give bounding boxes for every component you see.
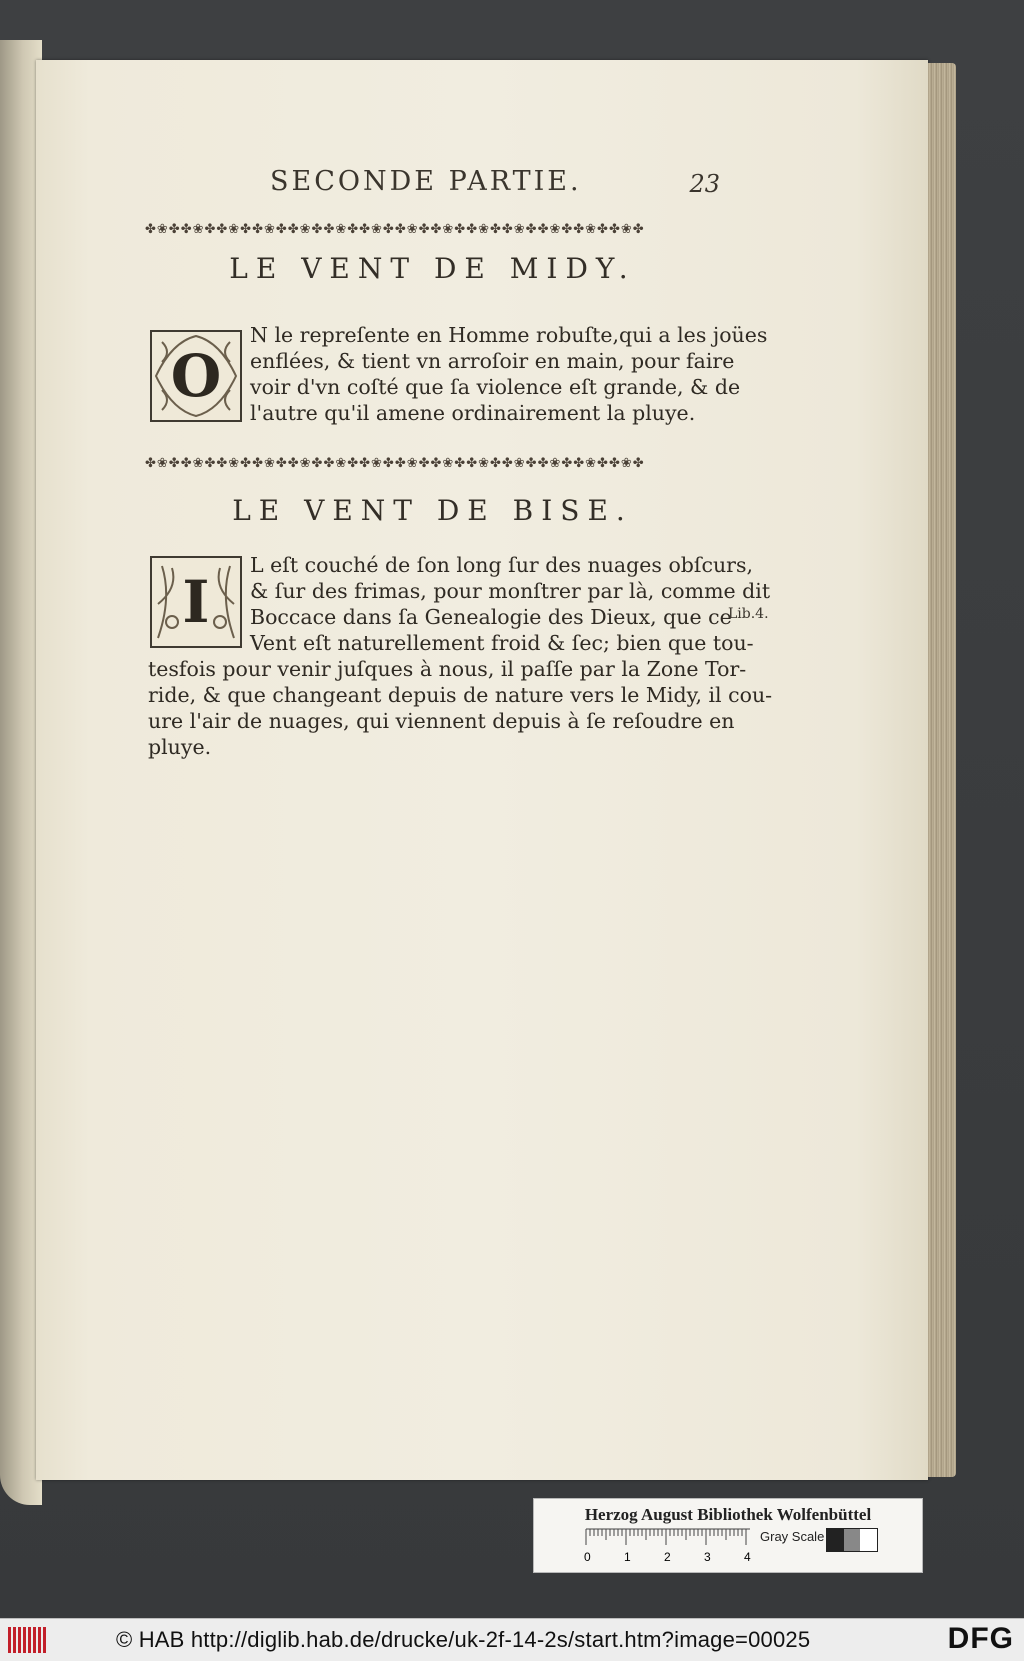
text-line: pluye. bbox=[148, 735, 212, 759]
library-name: Herzog August Bibliothek Wolfenbüttel bbox=[584, 1505, 872, 1524]
text-line: l'autre qu'il amene ordinairement la pluye. bbox=[250, 401, 696, 425]
text-line: voir d'vn coſté que ſa violence eſt grande, & de bbox=[250, 375, 741, 399]
ruler-number: 0 bbox=[584, 1550, 591, 1564]
library-color-chart bbox=[533, 1498, 923, 1573]
initial-letter: I bbox=[182, 568, 210, 636]
text-line: Boccace dans ſa Genealogie des Dieux, que ce bbox=[250, 605, 732, 629]
ornament-band-middle: ✤❀✤✤❀✤✤❀✤✤❀✤✤❀✤✤❀✤✤❀✤✤❀✤✤❀✤✤❀✤✤❀✤✤❀✤✤❀✤✤❀✤ bbox=[145, 456, 645, 471]
ornament-band-top: ✤❀✤✤❀✤✤❀✤✤❀✤✤❀✤✤❀✤✤❀✤✤❀✤✤❀✤✤❀✤✤❀✤✤❀✤✤❀✤✤❀✤ bbox=[145, 222, 645, 237]
initial-letter: O bbox=[170, 342, 222, 410]
ruler-number: 3 bbox=[704, 1550, 711, 1564]
text-line: & ſur des frimas, pour monſtrer par là, comme dit bbox=[250, 579, 771, 603]
dfg-logo: DFG bbox=[947, 1622, 1014, 1655]
marginal-note: Lib.4. bbox=[728, 606, 769, 622]
text-line: Vent eſt naturellement froid & ſec; bien que tou- bbox=[250, 631, 754, 655]
paragraph-midy bbox=[148, 322, 768, 426]
running-title: SECONDE PARTIE. bbox=[270, 166, 582, 197]
ruler-number: 2 bbox=[664, 1550, 671, 1564]
page-fore-edge bbox=[928, 63, 956, 1477]
ruler-number: 4 bbox=[744, 1550, 751, 1564]
footer-bar bbox=[0, 1618, 1024, 1661]
page-number: 23 bbox=[689, 170, 720, 198]
text-line: tesfois pour venir juſques à nous, il paſſe par la Zone Tor- bbox=[148, 657, 747, 681]
page-header bbox=[270, 166, 720, 202]
section-title-bise: LE VENT DE BISE. bbox=[232, 494, 633, 527]
section-title-midy: LE VENT DE MIDY. bbox=[229, 252, 636, 285]
gray-scale-label: Gray Scale bbox=[760, 1529, 825, 1544]
ruler-number: 1 bbox=[624, 1550, 631, 1564]
text-line: ride, & que changeant depuis de nature vers le Midy, il cou- bbox=[148, 683, 773, 707]
text-line: L eſt couché de ſon long ſur des nuages obſcurs, bbox=[250, 553, 754, 577]
text-line: N le repreſente en Homme robuſte,qui a les joües bbox=[250, 323, 768, 347]
ruler-scale bbox=[584, 1527, 764, 1567]
text-line: enflées, & tient vn arroſoir en main, pour faire bbox=[250, 349, 735, 373]
text-line: ure l'air de nuages, qui viennent depuis à ſe reſoudre en bbox=[148, 709, 735, 733]
copyright-url[interactable]: © HAB http://diglib.hab.de/drucke/uk-2f-14-2s/start.htm?image=00025 bbox=[116, 1627, 811, 1652]
gray-scale-swatch bbox=[826, 1528, 878, 1552]
barcode-logo-icon bbox=[8, 1627, 48, 1653]
